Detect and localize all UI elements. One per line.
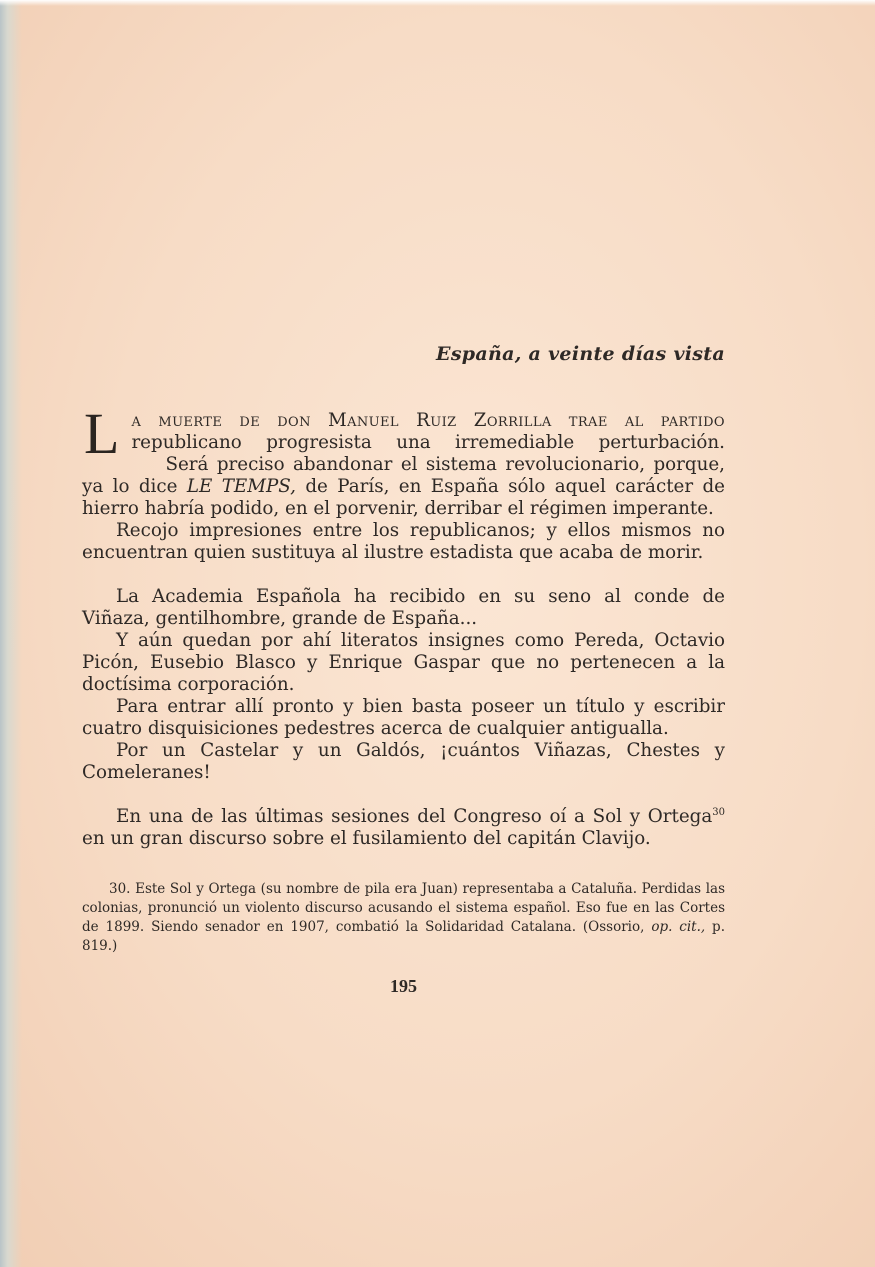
scan-top-edge	[0, 0, 875, 6]
section-gap	[82, 564, 725, 586]
lead-second-line: republicano progresista una irremediable perturbación.	[131, 432, 725, 453]
drop-cap: L	[84, 401, 120, 466]
paragraph-castelar: Por un Castelar y un Galdós, ¡cuántos Viñazas, Chestes y Comeleranes!	[82, 740, 725, 783]
newspaper-title: LE TEMPS,	[186, 476, 296, 497]
p1-start: Será preciso abandonar el sistema revolucionario, porque, ya lo dice	[82, 454, 725, 497]
paragraph-academia: La Academia Española ha recibido en su seno al conde de Viñaza, gentilhombre, grande de España...	[82, 586, 725, 629]
p-congreso-start: En una de las últimas sesiones del Congreso oí a Sol y Ortega	[116, 806, 713, 827]
scan-left-edge	[0, 0, 22, 1267]
p1-end: de París, en España sólo aquel carácter de hierro habría podido, en el porvenir, derribar el régimen imperante.	[82, 476, 725, 519]
section-gap	[82, 784, 725, 806]
paragraph-revolucionario	[82, 454, 725, 520]
footnote-number: 30.	[109, 881, 131, 897]
paragraph-congreso	[82, 806, 725, 850]
running-head: España, a veinte días vista	[436, 343, 725, 365]
footnote-30	[82, 880, 725, 956]
lead-smallcaps-line: a muerte de don Manuel Ruiz Zorrilla trae al partido	[131, 410, 725, 431]
footnote-op-cit: op. cit.,	[651, 919, 706, 935]
footnote-reference: 30	[712, 807, 725, 818]
paragraph-literatos: Y aún quedan por ahí literatos insignes como Pereda, Octavio Picón, Eusebio Blasco y Enrique Gaspar que no pertenecen a la doctísima corporación.	[82, 630, 725, 695]
paragraph-republicanos: Recojo impresiones entre los republicanos; y ellos mismos no encuentran quien sustituya al ilustre estadista que acaba de morir.	[82, 520, 725, 563]
footnote-text-start: Este Sol y Ortega (su nombre de pila era Juan) representaba a Cataluña. Perdidas las colonias, pronunció un violento discurso acusando el sistema español. Eso fue en las Cortes de 1899. Siendo senador en 1907, combatió la Solidaridad Catalana. (Ossorio,	[82, 881, 725, 935]
page-number: 195	[390, 976, 417, 996]
page-content	[82, 340, 725, 997]
p-congreso-end: en un gran discurso sobre el fusilamiento del capitán Clavijo.	[82, 828, 651, 849]
paragraph-entrar: Para entrar allí pronto y bien basta poseer un título y escribir cuatro disquisiciones pedestres acerca de cualquier antigualla.	[82, 696, 725, 739]
section-zorrilla	[82, 401, 725, 466]
footnote-text-end: p. 819.)	[82, 919, 725, 954]
